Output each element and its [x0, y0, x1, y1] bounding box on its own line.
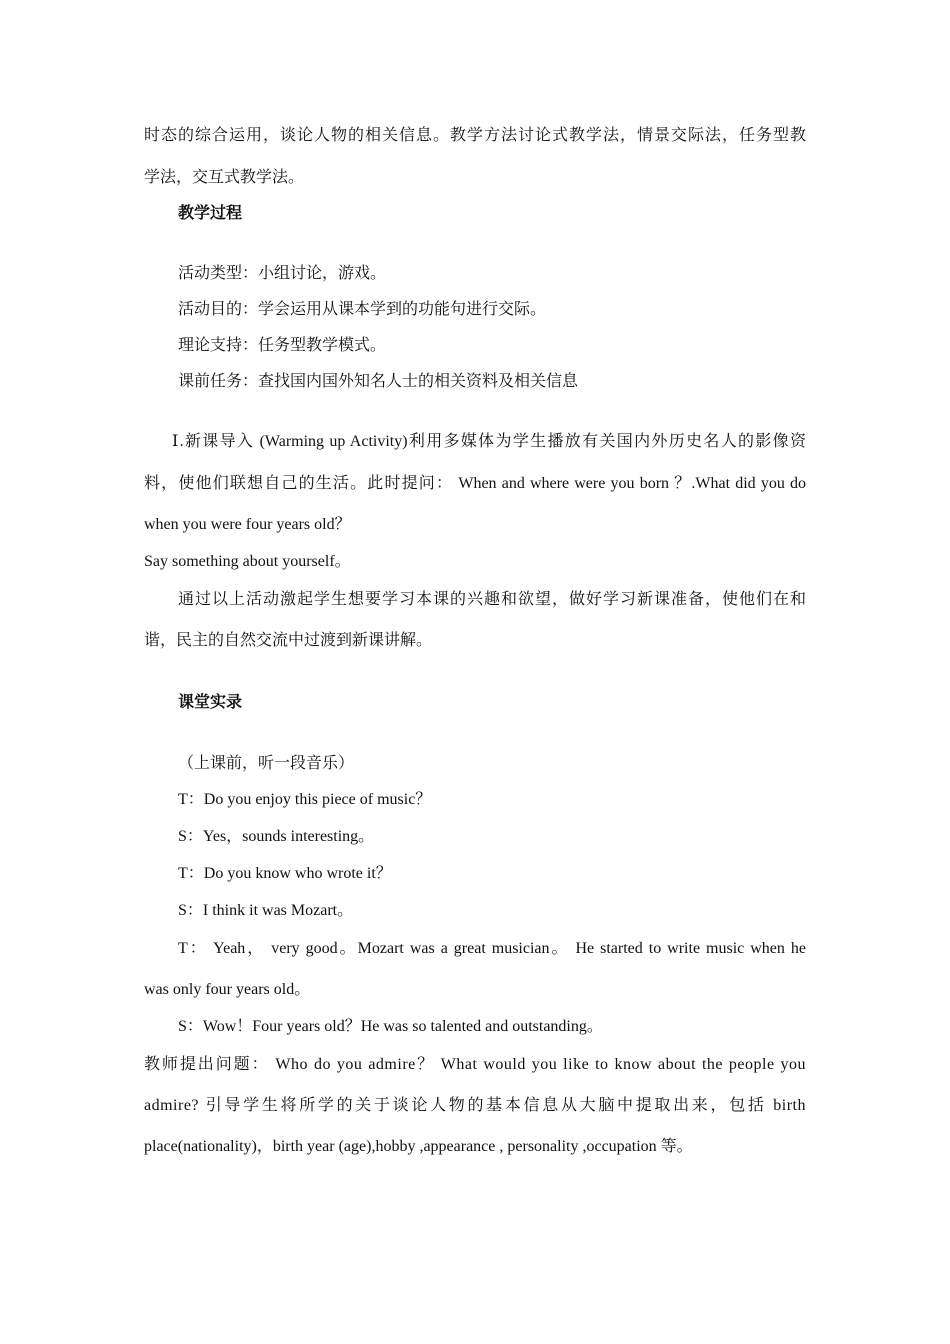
dialogue-line: S：I think it was Mozart。 [178, 902, 354, 919]
intro-line-1: 时态的综合运用，谈论人物的相关信息。教学方法讨论式教学法，情景交际法，任务型教 [144, 127, 806, 144]
warmup-line-5: 通过以上活动激起学生想要学习本课的兴趣和欲望，做好学习新课准备，使他们在和 [178, 591, 806, 608]
warmup-line-1: Ⅰ.新课导入 (Warming up Activity)利用多媒体为学生播放有关国内外历史名人的影像资 [172, 433, 806, 450]
warmup-line-6: 谐，民主的自然交流中过渡到新课讲解。 [144, 632, 433, 649]
intro-line-2: 学法，交互式教学法。 [144, 169, 305, 186]
dialogue-line: T： Yeah， very good。Mozart was a great musician。 He started to write music when he [178, 940, 806, 957]
section-heading-process: 教学过程 [178, 205, 243, 222]
dialogue-line: T：Do you know who wrote it？ [178, 865, 392, 882]
dialogue-line: T：Do you enjoy this piece of music？ [178, 791, 432, 808]
teacher-question-line-1: 教师提出问题： Who do you admire？ What would you like to know about the people you [144, 1056, 806, 1073]
activity-type: 活动类型：小组讨论，游戏。 [178, 265, 387, 282]
warmup-line-4: Say something about yourself。 [144, 553, 351, 570]
dialogue-line: S：Wow！Four years old？He was so talented and outstanding。 [178, 1018, 603, 1035]
theory-support: 理论支持：任务型教学模式。 [178, 337, 387, 354]
pre-class-task: 课前任务：查找国内国外知名人士的相关资料及相关信息 [178, 373, 579, 390]
activity-goal: 活动目的：学会运用从课本学到的功能句进行交际。 [178, 301, 547, 318]
warmup-line-3: when you were four years old？ [144, 516, 351, 533]
warmup-line-2: 料，使他们联想自己的生活。此时提问： When and where were you born ？.What did you do [144, 475, 806, 492]
record-note: （上课前，听一段音乐） [178, 755, 355, 772]
section-heading-record: 课堂实录 [178, 694, 243, 711]
teacher-question-line-3: place(nationality)，birth year (age),hobby ,appearance , personality ,occupation 等。 [144, 1138, 693, 1155]
dialogue-line: S：Yes，sounds interesting。 [178, 828, 375, 845]
teacher-question-line-2: admire? 引导学生将所学的关于谈论人物的基本信息从大脑中提取出来，包括 birth [144, 1097, 806, 1114]
dialogue-line-continued: was only four years old。 [144, 981, 311, 998]
